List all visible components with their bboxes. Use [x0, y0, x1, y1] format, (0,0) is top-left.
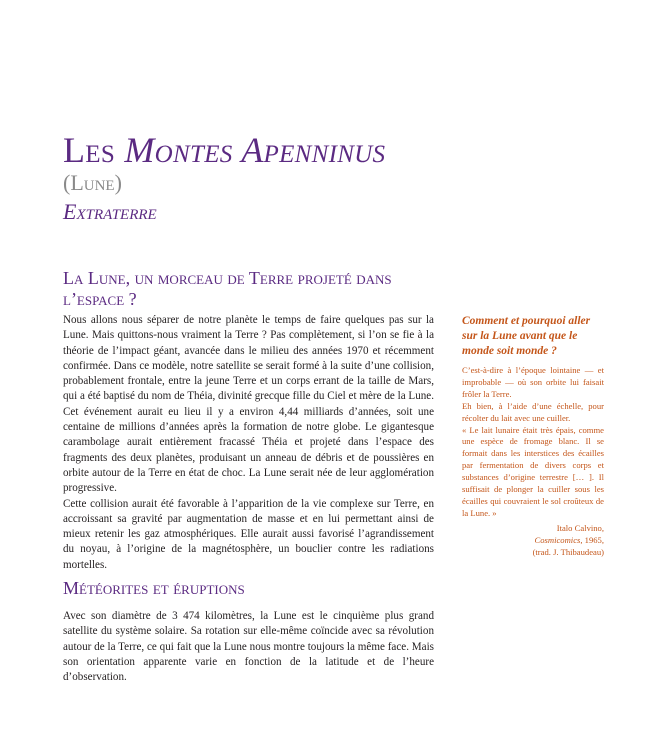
- quote-paragraph: Eh bien, à l’aide d’une échelle, pour récolter du lait avec une cuiller.: [462, 400, 604, 423]
- quote-paragraph: « Le lait lunaire était très épais, comme une espèce de fromage blanc. Il se formait dans les interstices des écailles par fermentation de divers corps et substances d’origine terrestre [… ]. Il suffisait de plonger la cuiller sous les écailles qui couvraient le sol croûteux de la Lune. »: [462, 424, 604, 518]
- section-heading-1: La Lune, un morceau de Terre projeté dans l’espace ?: [63, 268, 392, 309]
- sidebar-quote: [462, 314, 604, 559]
- quote-paragraph: C’est-à-dire à l’époque lointaine — et improbable — où son orbite lui faisait frôler la Terre.: [462, 365, 604, 399]
- paragraph: Avec son diamètre de 3 474 kilomètres, la Lune est le cinquième plus grand satellite du système solaire. Sa rotation sur elle-même coïncide avec sa révolution autour de la Terre, ce qui fait que la Lune nous montre toujours la même face. Mais son orientation apparente varie en fonction de la latitude et de l’heure d’observation.: [63, 610, 434, 684]
- section-heading-2: Météorites et éruptions: [63, 578, 245, 598]
- page-title: [63, 130, 463, 170]
- title-part1: Les: [63, 130, 125, 170]
- paragraph: Nous allons nous séparer de notre planète le temps de faire quelques pas sur la Lune. Mais quittons-nous vraiment la Terre ? Pas complètement, si l’on se fie à la théorie de l’impact géant, avancée dans le milieu des années 1970 et récemment confirmée. Dans ce modèle, notre satellite se serait formé à la suite d’une collision, probablement frontale, entre la jeune Terre et un corps errant de la taille de Mars, qui a été baptisé du nom de Théia, divinité grecque fille du Ciel et mère de la Lune. Cet événement aurait eu lieu il y a environ 4,44 milliards d’années, soit une centaine de millions d’années après la formation de notre globe. Le gigantesque carambolage aurait entièrement fracassé Théia et projeté dans l’espace des fragments des deux planètes, produisant un anneau de débris et de poussières en orbite autour de la Terre en état de choc. La Lune serait née de leur agglomération progressive.: [63, 314, 434, 495]
- page-subtitle: (Lune): [63, 170, 122, 195]
- paragraph: Cette collision aurait été favorable à l’apparition de la vie complexe sur Terre, en accroissant sa gravité par augmentation de masse et en lui permettant ainsi de mieux retenir les gaz atmosphériques. Elle aurait aussi favorisé l’agrandissement du noyau, à l’origine de la magnétosphère, un bouclier contre les radiations mortelles.: [63, 497, 434, 571]
- citation-translator: (trad. J. Thibaudeau): [532, 546, 604, 557]
- citation-book-line: [462, 535, 604, 547]
- sidebar-quote-body: [462, 365, 604, 520]
- citation-book: Cosmicomics: [534, 534, 581, 545]
- page-category: Extraterre: [63, 199, 157, 224]
- quote-citation: [462, 523, 604, 559]
- title-block: [63, 130, 463, 226]
- section-body-2: [63, 609, 434, 685]
- citation-year: , 1965,: [580, 534, 604, 545]
- citation-author: Italo Calvino,: [556, 522, 604, 533]
- sidebar-question: Comment et pourquoi aller sur la Lune avant que le monde soit monde ?: [462, 315, 591, 357]
- section-body-1: [63, 313, 434, 573]
- title-part2: Montes Apenninus: [124, 130, 386, 170]
